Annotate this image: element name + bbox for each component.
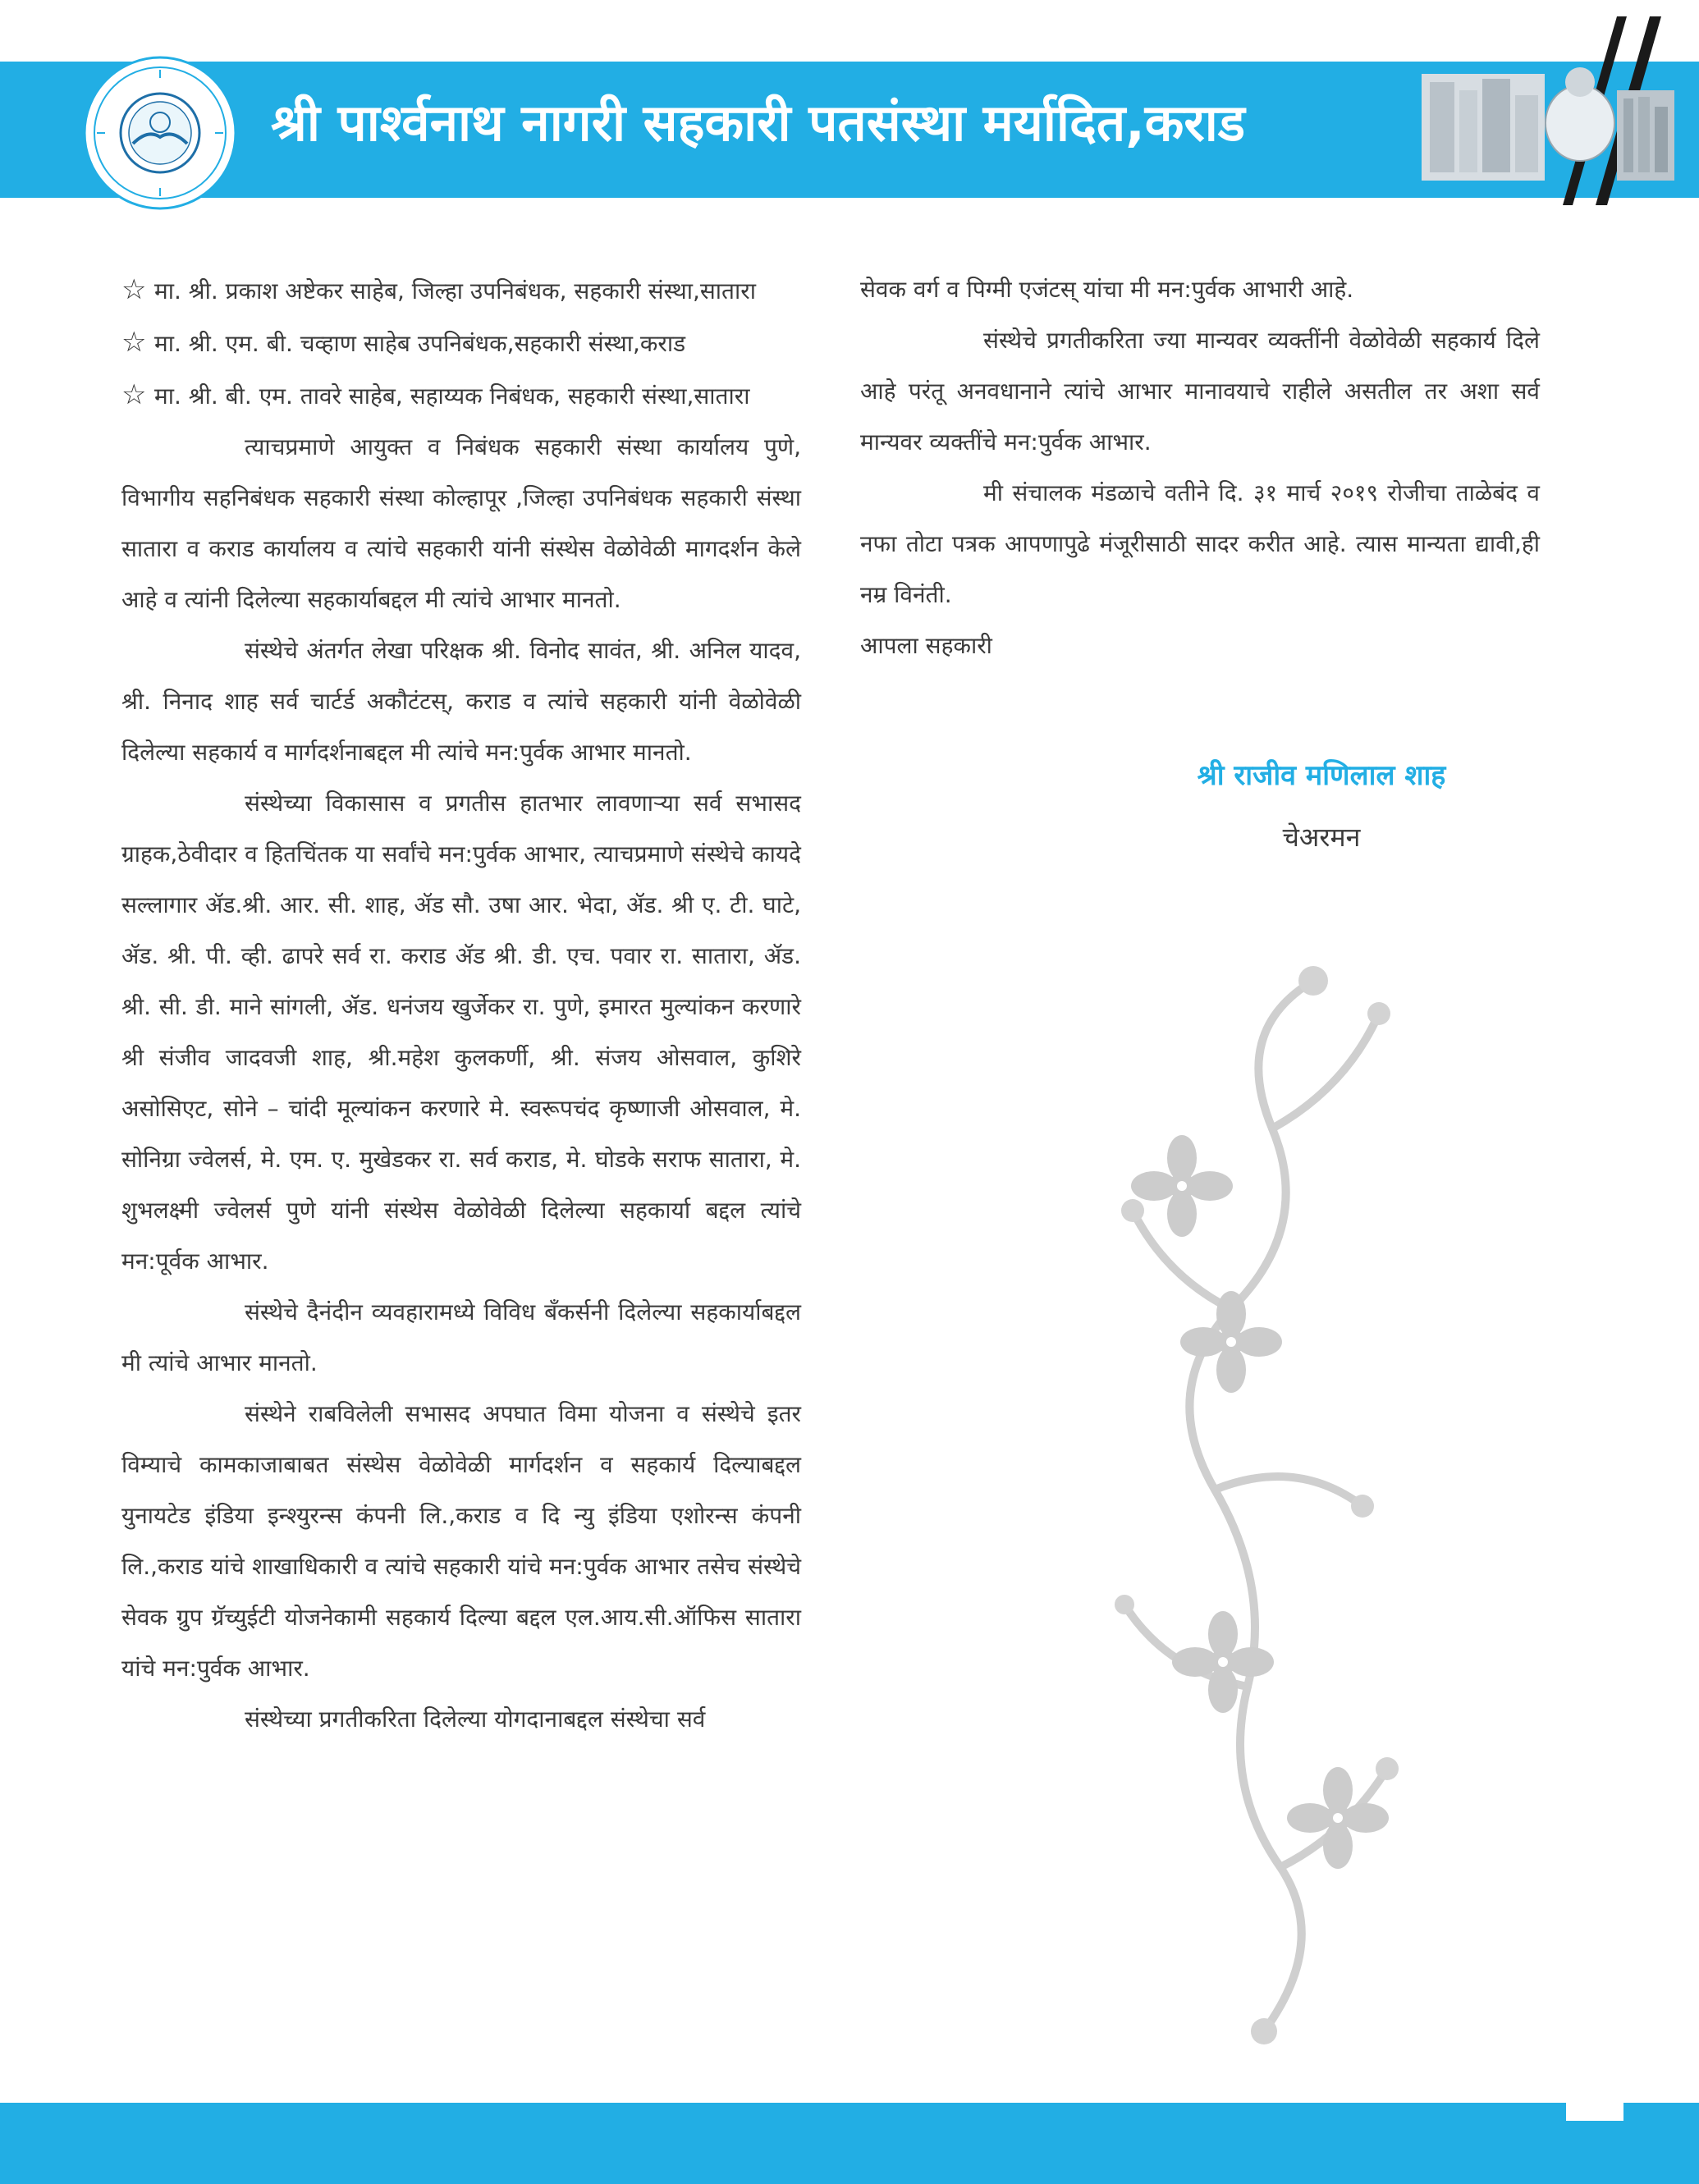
paragraph-auditors: संस्थेचे अंतर्गत लेखा परिक्षक श्री. विनोद सावंत, श्री. अनिल यादव, श्री. निनाद शाह सर्व चार्टर्ड अकौटंटस्, कराड व त्यांचे सहकारी यांनी वेळोवेळी दिलेल्या सहकार्य व मार्गदर्शनाबद्दल मी त्यांचे मन:पुर्वक आभार मानतो. [121, 637, 801, 766]
paragraph-dignitaries: संस्थेचे प्रगतीकरिता ज्या मान्यवर व्यक्तींनी वेळोवेळी सहकार्य दिले आहे परंतू अनवधानाने त्यांचे आभार मानावयाचे राहीले असतील तर अशा सर्व मान्यवर व्यक्तींचे मन:पुर्वक आभार. [860, 327, 1540, 456]
header-illustration [1412, 16, 1691, 205]
signatory-designation: चेअरमन [1282, 822, 1361, 853]
bullet-item: ☆ मा. श्री. एम. बी. चव्हाण साहेब उपनिबंधक,सहकारी संस्था,कराड [121, 317, 801, 369]
paragraph-bankers: संस्थेचे दैनंदीन व्यवहारामध्ये विविध बँकर्सनी दिलेल्या सहकार्याबद्दल मी त्यांचे आभार मानतो. [121, 1298, 801, 1376]
paragraph-continuation: सेवक वर्ग व पिग्मी एजंटस् यांचा मी मन:पुर्वक आभारी आहे. [860, 276, 1354, 303]
paragraph-insurance: संस्थेने राबविलेली सभासद अपघात विमा योजना व संस्थेचे इतर विम्याचे कामकाजाबाबत संस्थेस वेळोवेळी मार्गदर्शन व सहकार्य दिल्याबद्दल युनायटेड इंडिया इन्श्युरन्स कंपनी लि.,कराड व दि न्यु इंडिया एशोरन्स कंपनी लि.,कराड यांचे शाखाधिकारी व त्यांचे सहकारी यांचे मन:पुर्वक आभार तसेच संस्थेचे सेवक ग्रुप ग्रॅच्युईटी योजनेकामी सहकार्य दिल्या बद्दल एल.आय.सी.ऑफिस सातारा यांचे मन:पुर्वक आभार. [121, 1400, 801, 1682]
paragraph-advisors: संस्थेच्या विकासास व प्रगतीस हातभार लावणाऱ्या सर्व सभासद ग्राहक,ठेवीदार व हितचिंतक या सर्वांचे मन:पुर्वक आभार, त्याचप्रमाणे संस्थेचे कायदे सल्लागार ॲड.श्री. आर. सी. शाह, ॲड सौ. उषा आर. भेदा, ॲड. श्री ए. टी. घाटे, ॲड. श्री. पी. व्ही. ढापरे सर्व रा. कराड ॲड श्री. डी. एच. पवार रा. सातारा, ॲड. श्री. सी. डी. माने सांगली, ॲड. धनंजय खुर्जेकर रा. पुणे, इमारत मुल्यांकन करणारे श्री संजीव जादवजी शाह, श्री.महेश कुलकर्णी, श्री. संजय ओसवाल, कुशिरे असोसिएट, सोने – चांदी मूल्यांकन करणारे मे. स्वरूपचंद कृष्णाजी ओसवाल, मे. सोनिग्रा ज्वेलर्स, मे. एम. ए. मुखेडकर रा. सर्व कराड, मे. घोडके सराफ सातारा, मे. शुभलक्ष्मी ज्वेलर्स पुणे यांनी संस्थेस वेळोवेळी दिलेल्या सहकार्या बद्दल त्यांचे मन:पूर्वक आभार. [121, 790, 801, 1275]
footer-band [0, 2103, 1699, 2184]
society-logo [82, 55, 238, 211]
floral-ornament [1067, 964, 1436, 2048]
signatory-name: श्री राजीव मणिलाल शाह [1197, 759, 1446, 792]
footer-notch [1566, 2103, 1623, 2121]
bullet-item: ☆ मा. श्री. बी. एम. तावरे साहेब, सहाय्यक निबंधक, सहकारी संस्था,सातारा [121, 369, 801, 422]
right-column [860, 264, 1540, 671]
closing-line: आपला सहकारी [860, 632, 992, 659]
star-icon: ☆ [121, 273, 147, 306]
paragraph-authorities: त्याचप्रमाणे आयुक्त व निबंधक सहकारी संस्था कार्यालय पुणे, विभागीय सहनिबंधक सहकारी संस्था कोल्हापूर ,जिल्हा उपनिबंधक सहकारी संस्था सातारा व कराड कार्यालय व त्यांचे सहकारी यांनी संस्थेस वेळोवेळी मागदर्शन केले आहे व त्यांनी दिलेल्या सहकार्याबद्दल मी त्यांचे आभार मानतो. [121, 433, 801, 613]
star-icon: ☆ [121, 378, 147, 411]
star-icon: ☆ [121, 326, 147, 359]
left-column [121, 264, 801, 1745]
bullet-item: ☆ मा. श्री. प्रकाश अष्टेकर साहेब, जिल्हा उपनिबंधक, सहकारी संस्था,सातारा [121, 264, 801, 317]
society-title: श्री पार्श्वनाथ नागरी सहकारी पतसंस्था मर्यादित,कराड [271, 93, 1245, 153]
paragraph-balance-sheet: मी संचालक मंडळाचे वतीने दि. ३१ मार्च २०१९ रोजीचा ताळेबंद व नफा तोटा पत्रक आपणापुढे मंजूरीसाठी सादर करीत आहे. त्यास मान्यता द्यावी,ही नम्र विनंती. [860, 479, 1540, 608]
paragraph-staff: संस्थेच्या प्रगतीकरिता दिलेल्या योगदानाबद्दल संस्थेचा सर्व [245, 1706, 706, 1733]
